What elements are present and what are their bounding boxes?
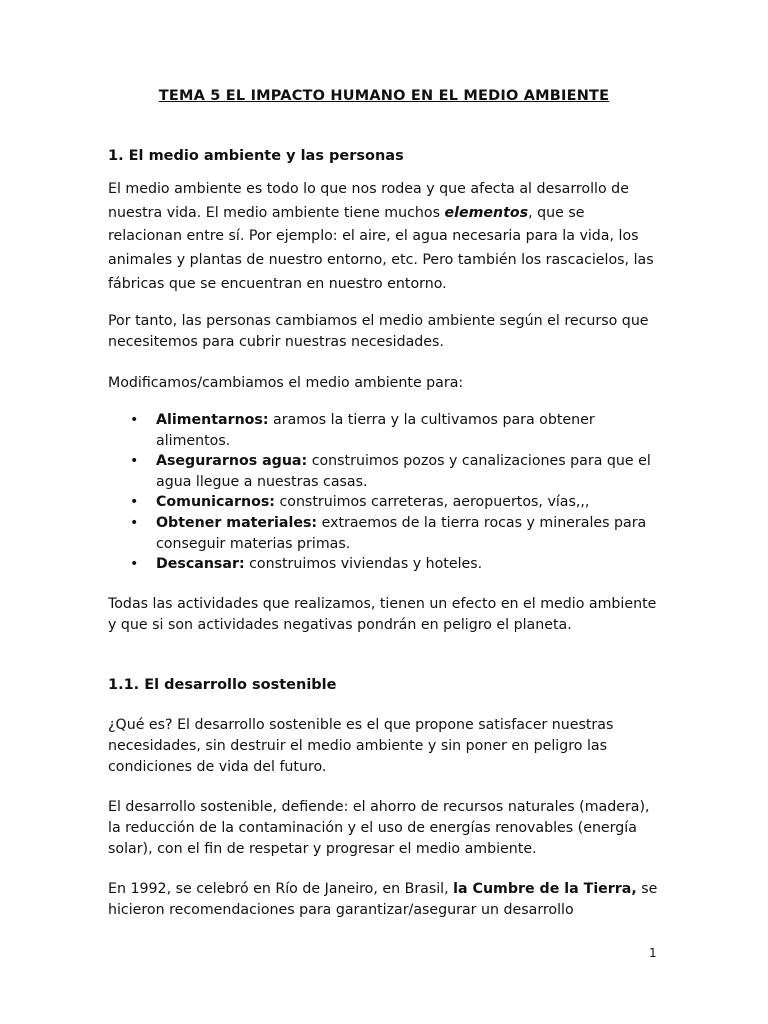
- bullet-term: Alimentarnos:: [156, 412, 269, 428]
- bullet-icon: •: [130, 453, 139, 470]
- page-number: 1: [649, 946, 657, 960]
- bullet-text: construimos pozos y canalizaciones para que el agua llegue a nuestras casas.: [156, 453, 651, 490]
- bullet-term: Asegurarnos agua:: [156, 453, 308, 470]
- paragraph-text: se hicieron recomendaciones para garantizar/asegurar un desarrollo: [108, 881, 658, 918]
- bullet-term: Obtener materiales:: [156, 514, 318, 531]
- bullet-icon: •: [130, 514, 139, 531]
- section-1-paragraph-3: Modificamos/cambiamos el medio ambiente para:: [108, 375, 464, 391]
- section-1-paragraph-1: [108, 178, 660, 297]
- section-1-paragraph-2: Por tanto, las personas cambiamos el medio ambiente según el recurso que necesitemos para cubrir nuestras necesidades.: [108, 313, 649, 350]
- bullet-icon: •: [130, 556, 139, 573]
- section-1-1-paragraph-1: ¿Qué es? El desarrollo sostenible es el que propone satisfacer nuestras necesidades, sin destruir el medio ambiente y sin poner en peligro las condiciones de vida del futuro.: [108, 717, 614, 775]
- bullet-term: Comunicarnos:: [156, 494, 275, 511]
- list-item: [108, 451, 660, 492]
- document-title: TEMA 5 EL IMPACTO HUMANO EN EL MEDIO AMBIENTE: [158, 88, 610, 104]
- paragraph-text: , que se relacionan entre sí. Por ejemplo: el aire, el agua necesaria para la vida, los animales y plantas de nuestro entorno, etc. Pero también los rascacielos, las fábricas que se encuentran en nuestro entorno.: [108, 204, 654, 292]
- bullet-term: Descansar:: [156, 556, 245, 573]
- section-1-paragraph-4: Todas las actividades que realizamos, tienen un efecto en el medio ambiente y que si son actividades negativas pondrán en peligro el planeta.: [108, 596, 657, 633]
- emphasis-elementos: elementos: [444, 204, 529, 221]
- emphasis-cumbre: la Cumbre de la Tierra,: [453, 881, 637, 897]
- list-item: [108, 513, 660, 554]
- section-1-1-heading: 1.1. El desarrollo sostenible: [108, 677, 337, 693]
- paragraph-text: El medio ambiente es todo lo que nos rodea y que afecta al desarrollo de nuestra vida. El medio ambiente tiene muchos: [108, 181, 629, 221]
- list-item: [108, 492, 660, 513]
- bullet-text: extraemos de la tierra rocas y minerales para conseguir materias primas.: [156, 514, 647, 552]
- bullet-icon: •: [130, 412, 139, 428]
- bullet-text: construimos viviendas y hoteles.: [244, 556, 483, 573]
- bullet-text: construimos carreteras, aeropuertos, vías,,,: [274, 494, 590, 511]
- section-1-1-paragraph-2: El desarrollo sostenible, defiende: el ahorro de recursos naturales (madera), la reducción de la contaminación y el uso de energías renovables (energía solar), con el fin de respetar y progresar el medio ambiente.: [108, 799, 650, 857]
- section-1-heading: 1. El medio ambiente y las personas: [108, 148, 404, 164]
- bullet-list: [108, 410, 660, 575]
- list-item: [108, 410, 660, 451]
- bullet-text: aramos la tierra y la cultivamos para obtener alimentos.: [156, 412, 595, 449]
- bullet-icon: •: [130, 494, 139, 511]
- section-1-1-paragraph-3: [108, 879, 660, 921]
- paragraph-text: En 1992, se celebró en Río de Janeiro, en Brasil,: [108, 881, 454, 897]
- list-item: [108, 554, 660, 575]
